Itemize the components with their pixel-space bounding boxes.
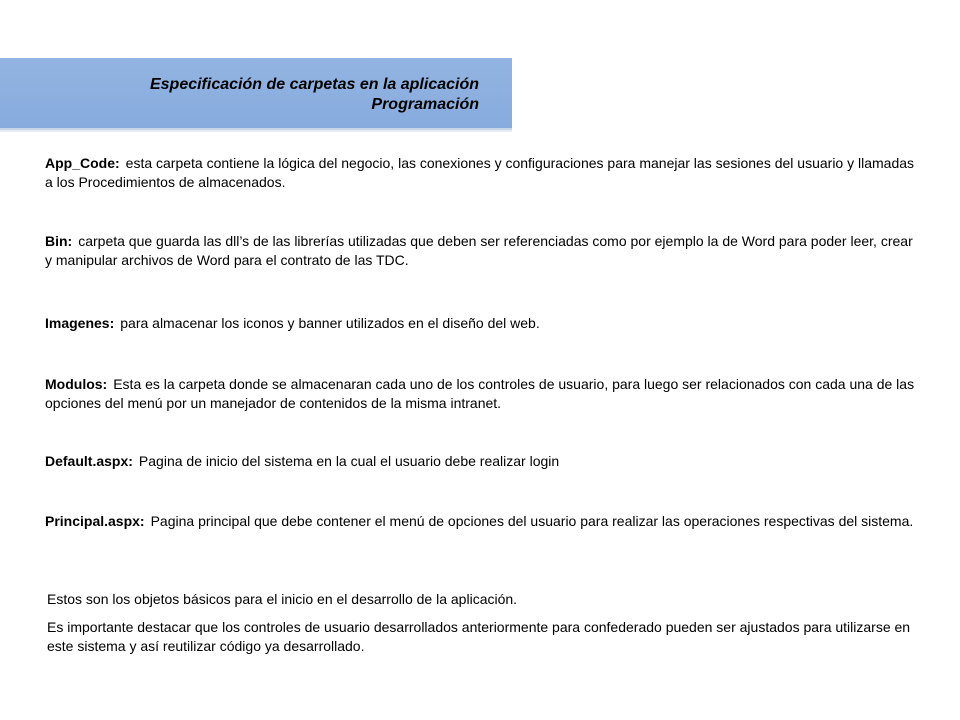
slide-title-line1: Especificación de carpetas en la aplicación (149, 76, 479, 93)
closing-paragraph-1: Estos son los objetos básicos para el inicio en el desarrollo de la aplicación. (47, 591, 518, 607)
item-description: Pagina de inicio del sistema en la cual el usuario debe realizar login (138, 453, 560, 469)
item-bin (45, 232, 915, 270)
item-modulos (45, 375, 915, 413)
slide-title (150, 75, 479, 115)
item-description: carpeta que guarda las dll’s de las librerías utilizadas que deben ser referenciadas como por ejemplo la de Word para poder leer, crear y manipular archivos de Word para el contrato de las TDC. (45, 233, 913, 268)
item-description: Pagina principal que debe contener el menú de opciones del usuario para realizar las operaciones respectivas del sistema. (150, 513, 914, 529)
item-term: Principal.aspx: (45, 513, 145, 529)
item-app-code (45, 154, 915, 192)
item-principal-aspx (45, 512, 915, 531)
title-banner (0, 58, 512, 130)
closing-paragraph-2: Es importante destacar que los controles de usuario desarrollados anteriormente para confederado pueden ser ajustados para utilizarse en este sistema y así reutilizar código ya desarrollado. (47, 619, 911, 654)
item-term: Imagenes: (45, 315, 115, 331)
item-term: App_Code: (45, 155, 120, 171)
item-term: Modulos: (45, 376, 108, 392)
item-term: Bin: (45, 233, 73, 249)
item-default-aspx (45, 452, 915, 471)
item-term: Default.aspx: (45, 453, 133, 469)
item-imagenes (45, 314, 915, 333)
item-description: Esta es la carpeta donde se almacenaran cada uno de los controles de usuario, para luego ser relacionados con cada una de las opciones del menú por un manejador de contenidos de la misma intranet. (45, 376, 915, 411)
item-description: esta carpeta contiene la lógica del negocio, las conexiones y configuraciones para manejar las sesiones del usuario y llamadas a los Procedimientos de almacenados. (45, 155, 915, 190)
slide-title-line2: Programación (371, 96, 479, 113)
item-description: para almacenar los iconos y banner utilizados en el diseño del web. (120, 315, 540, 331)
